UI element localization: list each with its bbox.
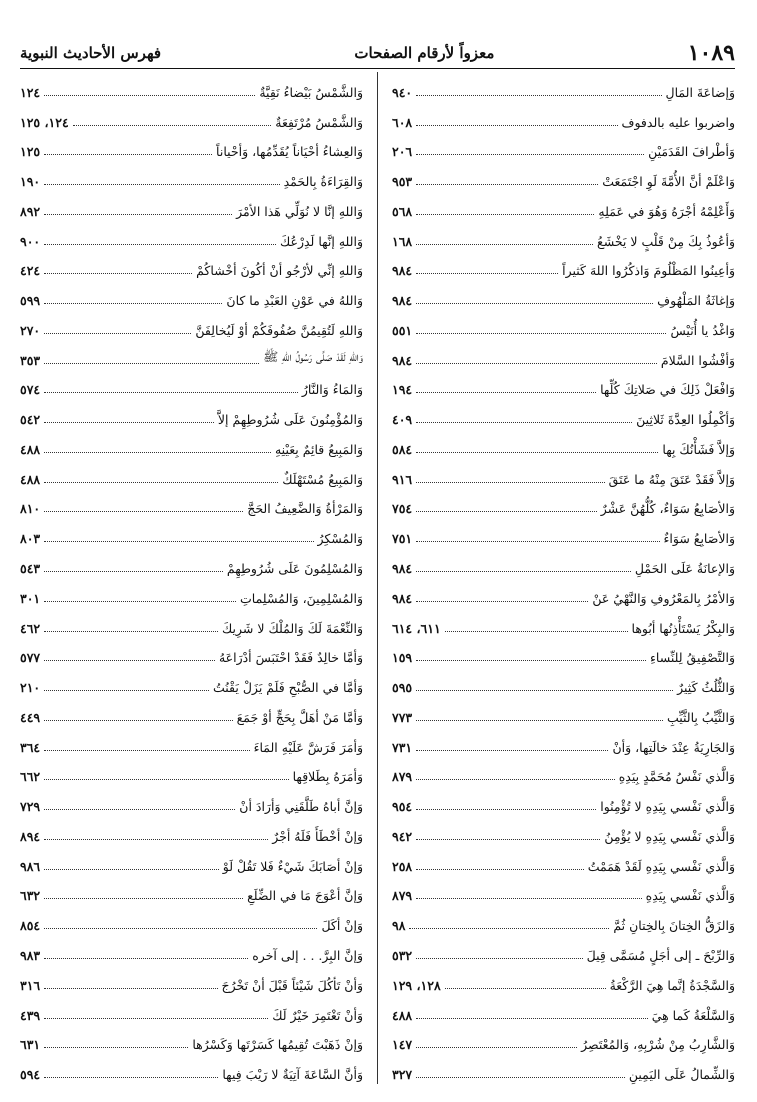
index-entry — [20, 102, 363, 132]
leader-dots — [44, 928, 317, 929]
index-entry — [392, 548, 735, 578]
entry-pages: ٥٩٩ — [20, 293, 41, 309]
index-entry — [392, 340, 735, 370]
entry-pages: ٥٨٤ — [392, 441, 413, 457]
index-entry — [20, 757, 363, 787]
entry-pages: ٢٠٦ — [392, 144, 413, 160]
entry-text: وَالثَّيِّبُ بِالثَّيِّبِ — [666, 709, 735, 725]
entry-pages: ١٢٤، ١٢٥ — [20, 114, 69, 130]
leader-dots — [445, 631, 628, 632]
entry-text: وَاللهِ إنَّها لَدِرْعُكَ — [279, 233, 363, 249]
index-entry — [392, 578, 735, 608]
entry-text: وَالمَاءُ وَالنَّارُ — [301, 382, 363, 398]
entry-pages: ٤٣٩ — [20, 1007, 41, 1023]
entry-text: وَاللهِ إنِّي لأرْجُو أنْ أكُونَ أخْشاكُمْ — [196, 263, 363, 279]
entry-pages: ٥٤٣ — [20, 561, 41, 577]
entry-text: وَأعِينُوا المَظْلُومَ وَاذكُرُوا اللهَ كَثيراً — [562, 263, 735, 279]
entry-pages: ١٩٠ — [20, 174, 41, 190]
entry-text: وَافْعَلْ ذَلِكَ في صَلاتِكَ كُلِّها — [600, 382, 735, 398]
entry-pages: ٢٥٨ — [392, 858, 413, 874]
index-entry — [392, 965, 735, 995]
entry-pages: ٦١١، ٦١٤ — [392, 620, 441, 636]
leader-dots — [44, 779, 288, 780]
header-book-title: فهرس الأحاديث النبوية — [20, 44, 162, 62]
index-entry — [20, 1025, 363, 1055]
entry-text: وَالَّذي نَفْسي بِيَدِهِ لا يُؤْمِنُ — [604, 828, 735, 844]
index-entry — [392, 72, 735, 102]
leader-dots — [416, 1018, 648, 1019]
entry-text: وَالشَّمْسُ بَيْضاءُ نَقِيَّةٌ — [259, 84, 363, 100]
entry-pages: ١٥٩ — [392, 650, 413, 666]
leader-dots — [416, 95, 661, 96]
index-entry — [20, 846, 363, 876]
leader-dots — [44, 720, 232, 721]
leader-dots — [44, 422, 214, 423]
entry-text: وَالأمْرُ بِالمَعْرُوفِ وَالنَّهْيُ عَنْ — [592, 590, 735, 606]
entry-text: وَالَّذي نَفْسي بِيَدِهِ — [645, 888, 735, 904]
entry-text: وَاللهِ إنَّا لا نُوَلِّي هَذا الأمْرَ — [236, 203, 363, 219]
entry-pages: ٨٧٩ — [392, 769, 413, 785]
entry-pages: ١٢٨، ١٢٩ — [392, 977, 441, 993]
entry-pages: ٨٩٢ — [20, 203, 41, 219]
entry-text: وَأكْمِلُوا العِدَّةَ ثَلاثِينَ — [636, 412, 735, 428]
index-entry — [20, 905, 363, 935]
index-entry — [392, 280, 735, 310]
index-entry — [20, 995, 363, 1025]
index-entry — [20, 518, 363, 548]
leader-dots — [44, 273, 192, 274]
entry-text: وَالمُؤْمِنُونَ عَلَى شُرُوطِهِمْ إلاَّ — [217, 412, 363, 428]
leader-dots — [416, 898, 642, 899]
index-entry — [392, 489, 735, 519]
entry-text: وَالزَقُّ الخِتانَ بِالخِتانِ ثُمَّ — [613, 918, 735, 934]
entry-pages: ١٢٤ — [20, 84, 41, 100]
leader-dots — [44, 601, 236, 602]
entry-pages: ٩٥٣ — [392, 174, 413, 190]
index-entry — [20, 489, 363, 519]
entry-text: وَاغْدُ يا أُنَيْسُ — [670, 322, 735, 338]
leader-dots — [416, 1077, 625, 1078]
leader-dots — [445, 988, 606, 989]
left-column — [20, 72, 377, 1084]
entry-pages: ٩١٦ — [392, 471, 413, 487]
index-entry — [20, 251, 363, 281]
index-entry — [392, 876, 735, 906]
index-entry — [20, 667, 363, 697]
entry-pages: ١٩٤ — [392, 382, 413, 398]
entry-pages: ٧٥٤ — [392, 501, 413, 517]
entry-text: وَالمَبِيعُ مُسْتَهْلَكٌ — [282, 471, 363, 487]
leader-dots — [416, 541, 659, 542]
index-entry — [392, 459, 735, 489]
index-entry — [20, 72, 363, 102]
leader-dots — [44, 363, 259, 364]
index-entry — [20, 399, 363, 429]
index-entry — [392, 399, 735, 429]
index-entry — [392, 786, 735, 816]
index-entry — [20, 548, 363, 578]
entry-text: وَالمُسْلِمِينَ، وَالمُسْلِماتِ — [240, 590, 363, 606]
entry-text: وَالمَبِيعُ قائِمٌ بِعَيْنِهِ — [274, 441, 363, 457]
entry-text: وَإنْ أصَابَكَ شَيْءٌ فَلا تَقُلْ لَوْ — [222, 858, 363, 874]
leader-dots — [416, 154, 644, 155]
leader-dots — [44, 392, 298, 393]
entry-pages: ٥٩٥ — [392, 680, 413, 696]
entry-pages: ٧٧٣ — [392, 709, 413, 725]
index-entry — [392, 191, 735, 221]
index-entry — [392, 995, 735, 1025]
leader-dots — [416, 422, 632, 423]
entry-text: وَأَعْلِمْهُ أجْرَهُ وَهُوَ في عَمَلِهِ — [598, 203, 735, 219]
leader-dots — [416, 214, 594, 215]
entry-text: وَالرِّبْحَ ـ إلى أجَلٍ مُسَمَّى قِيلَ — [586, 947, 735, 963]
leader-dots — [416, 244, 593, 245]
leader-dots — [44, 303, 222, 304]
index-entry — [20, 727, 363, 757]
index-entry — [20, 1054, 363, 1084]
index-entry — [392, 518, 735, 548]
entry-text: وَإلاَّ فَشَأْنُكَ بِها — [662, 441, 735, 457]
index-entry — [392, 221, 735, 251]
entry-text: وَالسَّلْعَةُ كَما هِيَ — [651, 1007, 735, 1023]
entry-pages: ٥٧٤ — [20, 382, 41, 398]
entry-pages: ٩٨٤ — [392, 590, 413, 606]
entry-pages: ١٦٨ — [392, 233, 413, 249]
index-entry — [392, 905, 735, 935]
index-entry — [392, 161, 735, 191]
leader-dots — [44, 690, 209, 691]
index-entry — [20, 786, 363, 816]
entry-text: وَإضاعَةَ المَالِ — [665, 84, 735, 100]
entry-pages: ٨٥٤ — [20, 918, 41, 934]
index-entry — [20, 429, 363, 459]
entry-text: وَإنْ أكَلَ — [321, 918, 363, 934]
index-entry — [392, 697, 735, 727]
entry-pages: ١٢٥ — [20, 144, 41, 160]
leader-dots — [44, 1018, 268, 1019]
leader-dots — [416, 779, 615, 780]
entry-pages: ٨٠٣ — [20, 531, 41, 547]
entry-pages: ٧٥١ — [392, 531, 413, 547]
entry-pages: ٩٨٤ — [392, 561, 413, 577]
leader-dots — [44, 958, 248, 959]
entry-text: وَإنَّ أعْوَجَ مَا في الضِّلَعِ — [247, 888, 363, 904]
leader-dots — [416, 303, 653, 304]
entry-pages: ٥٤٢ — [20, 412, 41, 428]
leader-dots — [416, 750, 608, 751]
entry-text: وَالمَرْأةُ وَالضَّعِيفُ الحَجَّ — [247, 501, 363, 517]
entry-text: وَإنْ أخْطَأَ فَلَهُ أجْرٌ — [272, 828, 363, 844]
entry-text: وَالمُسْكِرُ — [317, 531, 363, 547]
entry-text: وَالمُسْلِمُونَ عَلَى شُرُوطِهِمْ — [226, 561, 363, 577]
leader-dots — [416, 273, 558, 274]
index-entry — [392, 429, 735, 459]
leader-dots — [44, 750, 249, 751]
leader-dots — [416, 392, 596, 393]
leader-dots — [44, 988, 217, 989]
index-entry — [20, 280, 363, 310]
entry-text: وَأمَرَ فَرَشَّ عَلَيْهِ المَاءَ — [253, 739, 363, 755]
entry-text: وَالعِشاءُ أحْيَاناً يُقَدِّمُها، وَأحْياناً — [216, 144, 363, 160]
entry-pages: ٧٣١ — [392, 739, 413, 755]
leader-dots — [416, 1047, 577, 1048]
entry-pages: ٤٠٩ — [392, 412, 413, 428]
index-entry — [392, 251, 735, 281]
entry-pages: ٣٠١ — [20, 590, 41, 606]
leader-dots — [44, 1077, 218, 1078]
leader-dots — [73, 125, 272, 126]
index-entry — [20, 221, 363, 251]
entry-pages: ٥٣٢ — [392, 947, 413, 963]
entry-text: وَاللهِ لَتُقِيمُنَّ صُفُوفَكُمْ أوْ لَيُخالِفَنَّ — [195, 322, 363, 338]
entry-pages: ٣٢٧ — [392, 1067, 413, 1083]
index-entry — [392, 102, 735, 132]
index-entry — [392, 935, 735, 965]
index-entry — [392, 1054, 735, 1084]
entry-pages: ٥٩٤ — [20, 1067, 41, 1083]
entry-text: وَالشَّمْسُ مُرْتَفِعَةٌ — [275, 114, 363, 130]
leader-dots — [44, 1047, 188, 1048]
leader-dots — [44, 869, 219, 870]
entry-pages: ٩٤٠ — [392, 84, 413, 100]
entry-pages: ٧٢٩ — [20, 799, 41, 815]
entry-text: وَالجَارِيَةُ عِنْدَ خالَتِها، وَأنْ — [612, 739, 735, 755]
entry-pages: ٨٧٩ — [392, 888, 413, 904]
entry-pages: ٤٨٨ — [20, 441, 41, 457]
entry-text: وَالإعانَةُ عَلَى الحَمْلِ — [634, 561, 735, 577]
entry-text: وَالأصَابِعُ سَوَاءٌ — [663, 531, 735, 547]
index-entry — [20, 310, 363, 340]
entry-text: وَأنَّ السَّاعَةَ آتِيَةٌ لا رَيْبَ فِيها — [222, 1067, 363, 1083]
leader-dots — [416, 571, 631, 572]
entry-text: وَالشِّمالُ عَلَى اليَمِينِ — [628, 1067, 735, 1083]
entry-pages: ٩٨٤ — [392, 263, 413, 279]
leader-dots — [416, 720, 663, 721]
entry-pages: ٤٢٤ — [20, 263, 41, 279]
entry-pages: ٣٦٤ — [20, 739, 41, 755]
header-center-title: معزواً لأرقام الصفحات — [354, 44, 495, 62]
entry-pages: ٩٨ — [392, 918, 406, 934]
index-entry — [392, 310, 735, 340]
entry-pages: ٣١٦ — [20, 977, 41, 993]
index-entry — [392, 667, 735, 697]
leader-dots — [416, 452, 658, 453]
entry-text: وَأمَّا مَنْ أهَلَّ بِحَجٍّ أوْ جَمَعَ — [236, 709, 363, 725]
leader-dots — [416, 660, 646, 661]
entry-pages: ٥٥١ — [392, 322, 413, 338]
entry-text: وَإنْ ذَهَبْتَ تُقِيمُها كَسَرْتَها وَكَسْرُها — [192, 1037, 363, 1053]
entry-text: واضربوا عليه بالدفوف — [621, 114, 735, 130]
entry-pages: ٥٦٨ — [392, 203, 413, 219]
leader-dots — [416, 869, 584, 870]
leader-dots — [416, 601, 588, 602]
leader-dots — [44, 154, 212, 155]
entry-pages: ٦٠٨ — [392, 114, 413, 130]
index-entry — [20, 191, 363, 221]
entry-text: وَأعُوذُ بِكَ مِنْ قَلْبٍ لا يَخْشَعُ — [597, 233, 735, 249]
entry-text: وَأنْ تَأكُلَ شَيْئاً قَبْلَ أنْ تَخْرُجَ — [221, 977, 363, 993]
entry-text: وَالقِرَاءَةُ بِالحَمْدِ — [283, 174, 363, 190]
entry-pages: ٩٨٤ — [392, 293, 413, 309]
leader-dots — [44, 541, 313, 542]
entry-text: وَالتَّصْفِيقُ لِلنِّساءِ — [650, 650, 735, 666]
entry-text: وَالنِّعْمَةَ لَكَ وَالمُلْكَ لا شَرِيكَ — [221, 620, 363, 636]
entry-text: وَإنَّ أباهُ طَلَّقَنِي وَأرَادَ أنْ — [239, 799, 363, 815]
leader-dots — [416, 839, 600, 840]
entry-text: وَإنَّ البِرَّ. . . إلى آخره — [252, 947, 363, 963]
leader-dots — [44, 511, 243, 512]
index-entry — [20, 132, 363, 162]
entry-text: وَاعْلَمْ أنَّ الأُمَّةَ لَوِ اجْتَمَعَتْ — [602, 174, 735, 190]
entry-pages: ٦٣١ — [20, 1037, 41, 1053]
entry-pages: ٢١٠ — [20, 680, 41, 696]
entry-pages: ٩٨٣ — [20, 947, 41, 963]
entry-text: وَالَّذي نَفْسي بِيَدِهِ لَقَدْ هَمَمْتُ — [587, 858, 735, 874]
entry-text: وَأنْ تَغْتَمِرَ خَيْرٌ لَكَ — [272, 1007, 363, 1023]
leader-dots — [44, 660, 215, 661]
entry-pages: ٦٦٢ — [20, 769, 41, 785]
index-entry — [392, 727, 735, 757]
leader-dots — [44, 809, 235, 810]
index-entry — [20, 876, 363, 906]
leader-dots — [416, 690, 673, 691]
leader-dots — [416, 958, 582, 959]
entry-pages: ١٤٧ — [392, 1037, 413, 1053]
leader-dots — [416, 511, 597, 512]
entry-text: وَالشَّارِبُ مِنْ شُرْبِهِ، وَالمُعْتَصِرُ — [581, 1037, 735, 1053]
index-columns — [20, 72, 735, 1084]
leader-dots — [44, 333, 191, 334]
index-entry — [20, 816, 363, 846]
entry-pages: ٣٥٣ — [20, 352, 41, 368]
entry-pages: ٩٥٤ — [392, 799, 413, 815]
entry-pages: ٤٨٨ — [20, 471, 41, 487]
index-entry — [20, 935, 363, 965]
index-entry — [20, 370, 363, 400]
entry-text: وَالَّذي نَفْسي بِيَدِهِ لا تُؤْمِنُوا — [600, 799, 735, 815]
entry-text: وَالثُّلُثُ كَثِيرٌ — [677, 680, 735, 696]
index-entry — [20, 638, 363, 668]
index-entry — [392, 816, 735, 846]
entry-pages: ٩٤٢ — [392, 828, 413, 844]
entry-text: وَالبِكْرُ يَسْتَأْذِنُها أبُوها — [631, 620, 735, 636]
entry-text: وَاللهُ في عَوْنِ العَبْدِ ما كانَ — [226, 293, 363, 309]
page-header — [20, 38, 735, 69]
leader-dots — [416, 482, 604, 483]
index-entry — [20, 340, 363, 370]
entry-pages: ٦٣٢ — [20, 888, 41, 904]
entry-pages: ٤٨٨ — [392, 1007, 413, 1023]
entry-text: وَأطْرافَ القَدَمَيْنِ — [648, 144, 735, 160]
leader-dots — [44, 898, 243, 899]
entry-pages: ٥٧٧ — [20, 650, 41, 666]
entry-pages: ٤٦٢ — [20, 620, 41, 636]
entry-text: وَأمَّا خالِدٌ فَقَدْ احْتَبَسَ أدْرَاعَهُ — [218, 650, 363, 666]
index-entry — [392, 132, 735, 162]
entry-text: وَاللهِ لَقَدْ صَلَّى رَسُولُ اللهِ ﷺ — [263, 348, 363, 364]
entry-pages: ٩٨٤ — [392, 352, 413, 368]
index-entry — [20, 578, 363, 608]
leader-dots — [416, 333, 666, 334]
right-column — [377, 72, 735, 1084]
entry-text: وَأفْشُوا السَّلامَ — [660, 352, 735, 368]
entry-pages: ٢٧٠ — [20, 322, 41, 338]
leader-dots — [409, 928, 609, 929]
index-entry — [392, 608, 735, 638]
leader-dots — [44, 571, 223, 572]
entry-text: وَالسَّجْدَةُ إنَّما هِيَ الرَّكْعَةُ — [609, 977, 735, 993]
entry-text: وَإلاَّ فَقَدْ عَتَقَ مِنْهُ ما عَتَقَ — [608, 471, 735, 487]
index-entry — [20, 161, 363, 191]
index-entry — [20, 459, 363, 489]
leader-dots — [44, 244, 276, 245]
leader-dots — [44, 631, 218, 632]
leader-dots — [44, 452, 271, 453]
leader-dots — [44, 184, 279, 185]
entry-text: وَإغاثَةُ المَلْهُوفِ — [657, 293, 735, 309]
entry-pages: ٨٩٤ — [20, 828, 41, 844]
entry-text: وَأمَرَهُ بِطَلاقِها — [292, 769, 363, 785]
entry-pages: ٤٤٩ — [20, 709, 41, 725]
entry-text: وَأمَّا في الصُّبْحِ فَلَمْ يَزَلْ يَقْنُتُ — [213, 680, 363, 696]
index-entry — [392, 846, 735, 876]
index-entry — [392, 370, 735, 400]
entry-pages: ٩٠٠ — [20, 233, 41, 249]
index-entry — [20, 965, 363, 995]
entry-text: وَالَّذي نَفْسُ مُحَمَّدٍ بِيَدِهِ — [618, 769, 735, 785]
leader-dots — [44, 214, 232, 215]
index-entry — [392, 1025, 735, 1055]
entry-pages: ٩٨٦ — [20, 858, 41, 874]
entry-text: وَالأصَابِعُ سَوَاءٌ، كُلُّهُنَّ عَشْرٌ — [600, 501, 735, 517]
leader-dots — [44, 839, 268, 840]
page-number: ١٠٨٩ — [687, 40, 735, 66]
leader-dots — [44, 482, 278, 483]
entry-pages: ٨١٠ — [20, 501, 41, 517]
index-entry — [20, 608, 363, 638]
index-entry — [392, 757, 735, 787]
leader-dots — [416, 184, 598, 185]
leader-dots — [416, 809, 596, 810]
leader-dots — [44, 95, 255, 96]
leader-dots — [416, 125, 617, 126]
index-entry — [20, 697, 363, 727]
index-entry — [392, 638, 735, 668]
leader-dots — [416, 363, 657, 364]
